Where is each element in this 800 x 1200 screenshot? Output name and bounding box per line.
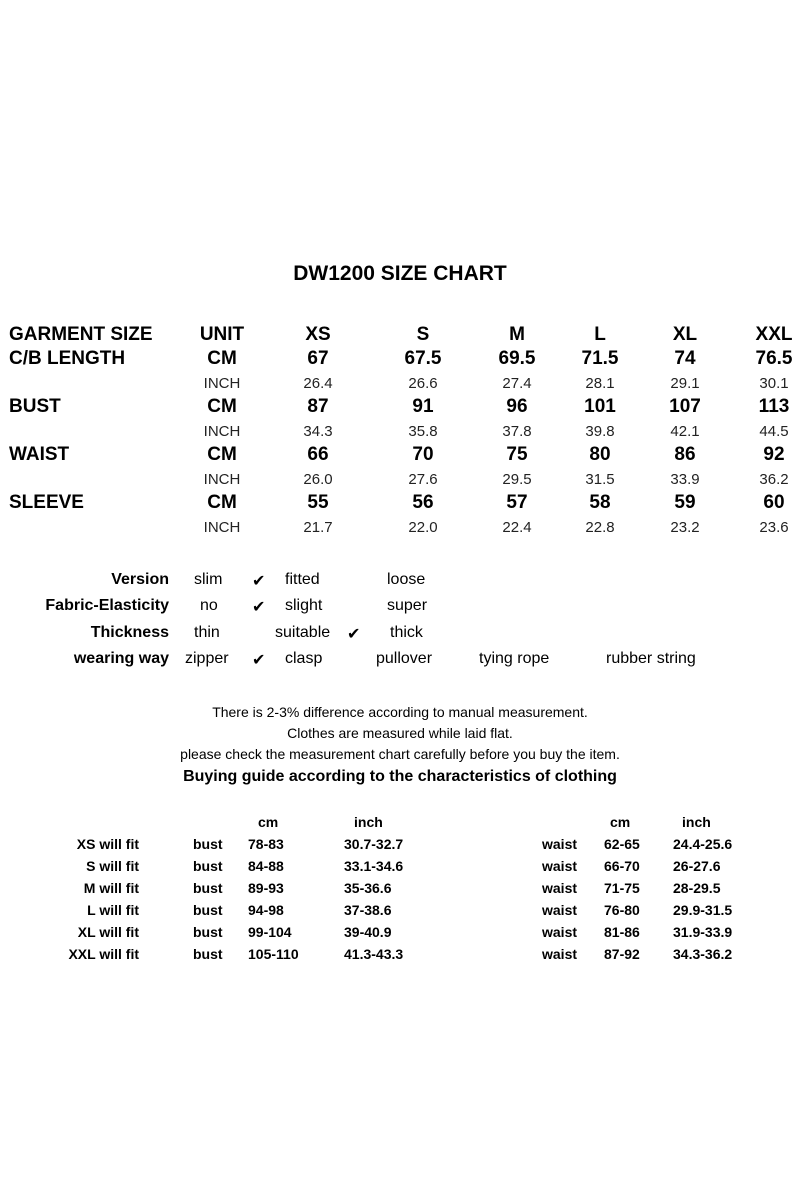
inch-value: 42.1 [670,423,700,440]
attribute-label: Version [111,571,169,588]
inch-value: 22.0 [408,519,438,536]
cm-value: 55 [307,492,329,513]
bust-inch: 35-36.6 [344,880,392,896]
note-line: Clothes are measured while laid flat. [287,725,513,741]
attribute-option: no [200,597,218,615]
fit-label: S will fit [86,858,139,874]
unit-cm: CM [207,396,237,417]
inch-value: 23.6 [759,519,789,536]
column-header-cm: cm [258,814,279,830]
cm-value: 91 [412,396,434,417]
fit-label: XXL will fit [68,946,139,962]
inch-value: 26.6 [408,375,438,392]
header-unit: UNIT [199,324,245,345]
note-line: There is 2-3% difference according to manual measurement. [212,704,588,720]
attribute-option: slim [194,571,223,588]
attribute-option: loose [387,571,426,588]
attribute-option: suitable [275,623,331,641]
waist-cm: 71-75 [604,880,640,896]
cm-value: 92 [763,444,785,465]
row-label: WAIST [9,444,70,465]
waist-label: waist [542,946,578,962]
fit-label: XS will fit [76,836,139,852]
size-table [0,324,800,540]
cm-value: 107 [669,396,701,417]
attribute-label: wearing way [73,649,169,667]
waist-label: waist [542,902,578,918]
cm-value: 67.5 [404,348,442,369]
table-row [0,492,800,516]
attribute-row-thickness [0,624,800,650]
table-row [0,420,800,444]
waist-cm: 76-80 [604,902,640,918]
cm-value: 66 [307,444,329,465]
bust-cm: 99-104 [248,924,292,940]
table-row [0,468,800,492]
unit-inch: INCH [203,423,241,440]
table-row [0,372,800,396]
attribute-option: zipper [185,649,229,667]
list-item [0,858,800,880]
attribute-option: super [387,597,428,615]
attribute-option: tying rope [479,649,550,667]
unit-cm: CM [207,444,237,465]
column-header-inch: inch [682,814,711,830]
cm-value: 71.5 [581,348,619,369]
inch-value: 34.3 [303,423,333,440]
table-row [0,348,800,372]
waist-label: waist [542,836,578,852]
header-size: XXL [755,324,793,345]
inch-value: 31.5 [585,471,615,488]
list-item [0,880,800,902]
bust-inch: 41.3-43.3 [344,946,404,962]
fit-label: M will fit [83,880,139,896]
cm-value: 113 [758,396,790,417]
attribute-row-version [0,571,800,597]
attribute-option: fitted [285,571,320,588]
bust-label: bust [193,858,223,874]
page-title: DW1200 SIZE CHART [293,262,507,285]
unit-inch: INCH [203,519,241,536]
table-row [0,516,800,540]
waist-inch: 26-27.6 [673,858,721,874]
cm-value: 57 [506,492,528,513]
attribute-label: Thickness [90,623,169,641]
row-label: BUST [9,396,61,417]
cm-value: 70 [412,444,434,465]
attribute-option: pullover [376,649,433,667]
header-size: XS [305,324,331,345]
buying-guide-title: Buying guide according to the characteristics of clothing [183,768,617,785]
cm-value: 56 [412,492,434,513]
header-size: S [416,324,430,345]
attribute-option: rubber string [606,649,696,667]
guide-header-row [0,814,800,836]
cm-value: 76.5 [755,348,793,369]
inch-value: 30.1 [759,375,789,392]
table-row [0,444,800,468]
attribute-row-elasticity [0,597,800,623]
fit-label: L will fit [87,902,139,918]
bust-label: bust [193,880,223,896]
inch-value: 35.8 [408,423,438,440]
waist-inch: 31.9-33.9 [673,924,733,940]
bust-label: bust [193,836,223,852]
cm-value: 80 [589,444,611,465]
waist-inch: 28-29.5 [673,880,721,896]
garment-attributes [0,571,800,676]
header-size: XL [672,324,698,345]
waist-label: waist [542,924,578,940]
inch-value: 27.4 [502,375,532,392]
header-size: L [594,324,606,345]
bust-inch: 30.7-32.7 [344,836,404,852]
inch-value: 29.5 [502,471,532,488]
waist-inch: 24.4-25.6 [673,836,733,852]
inch-value: 21.7 [303,519,333,536]
inch-value: 26.0 [303,471,333,488]
unit-cm: CM [207,348,237,369]
attribute-option: clasp [285,649,323,667]
waist-cm: 87-92 [604,946,640,962]
inch-value: 22.8 [585,519,615,536]
table-row [0,396,800,420]
check-icon: ✔ [252,599,266,617]
bust-cm: 78-83 [248,836,284,852]
list-item [0,836,800,858]
inch-value: 29.1 [670,375,700,392]
bust-cm: 84-88 [248,858,284,874]
waist-inch: 34.3-36.2 [673,946,733,962]
inch-value: 33.9 [670,471,700,488]
bust-label: bust [193,902,223,918]
cm-value: 60 [763,492,785,513]
list-item [0,946,800,968]
bust-cm: 105-110 [248,946,299,962]
check-icon: ✔ [347,625,361,643]
attribute-option: thin [194,623,220,641]
check-icon: ✔ [252,651,266,669]
inch-value: 39.8 [585,423,615,440]
fit-label: XL will fit [77,924,139,940]
measurement-notes [0,702,800,765]
column-header-cm: cm [610,814,631,830]
unit-inch: INCH [203,375,241,392]
check-icon: ✔ [252,573,266,590]
cm-value: 74 [674,348,696,369]
attribute-row-wearing-way [0,650,800,676]
inch-value: 37.8 [502,423,532,440]
unit-inch: INCH [203,471,241,488]
waist-label: waist [542,858,578,874]
buying-guide [0,814,800,968]
waist-cm: 81-86 [604,924,640,940]
cm-value: 75 [506,444,528,465]
list-item [0,902,800,924]
row-label: SLEEVE [9,492,84,513]
inch-value: 26.4 [303,375,333,392]
attribute-option: thick [390,623,423,641]
bust-inch: 39-40.9 [344,924,392,940]
bust-inch: 37-38.6 [344,902,392,918]
cm-value: 87 [307,396,329,417]
bust-label: bust [193,924,223,940]
inch-value: 22.4 [502,519,532,536]
inch-value: 44.5 [759,423,789,440]
inch-value: 23.2 [670,519,700,536]
cm-value: 58 [589,492,611,513]
waist-inch: 29.9-31.5 [673,902,733,918]
cm-value: 59 [674,492,696,513]
cm-value: 96 [506,396,528,417]
header-label: GARMENT SIZE [9,324,153,345]
bust-inch: 33.1-34.6 [344,858,404,874]
inch-value: 27.6 [408,471,438,488]
bust-label: bust [193,946,223,962]
bust-cm: 89-93 [248,880,284,896]
cm-value: 101 [584,396,616,417]
cm-value: 67 [307,348,329,369]
waist-label: waist [542,880,578,896]
waist-cm: 62-65 [604,836,640,852]
inch-value: 28.1 [585,375,615,392]
waist-cm: 66-70 [604,858,640,874]
bust-cm: 94-98 [248,902,284,918]
attribute-option: slight [285,597,323,615]
cm-value: 86 [674,444,696,465]
unit-cm: CM [207,492,237,513]
cm-value: 69.5 [498,348,536,369]
attribute-label: Fabric-Elasticity [45,597,169,615]
inch-value: 36.2 [759,471,789,488]
note-line: please check the measurement chart carefully before you buy the item. [180,746,620,762]
row-label: C/B LENGTH [9,348,126,369]
header-size: M [509,324,525,345]
size-table-header [0,324,800,348]
list-item [0,924,800,946]
column-header-inch: inch [354,814,383,830]
